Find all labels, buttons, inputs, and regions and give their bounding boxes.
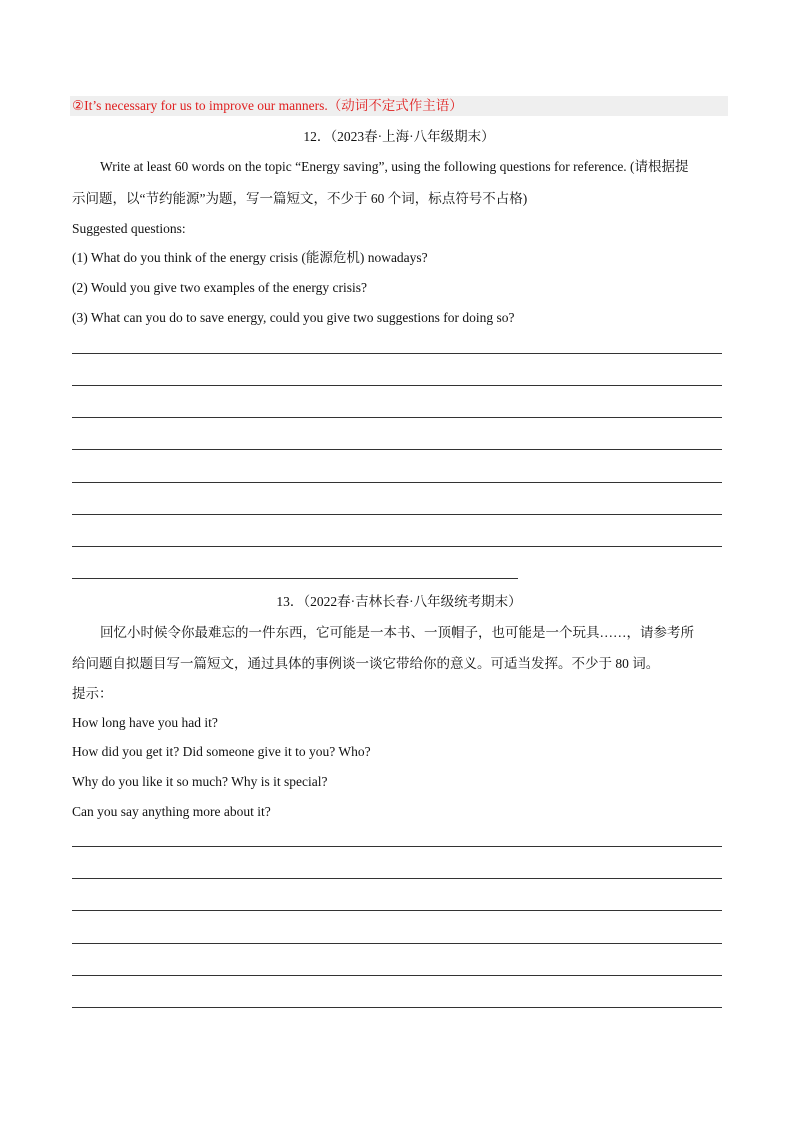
question-12-item: (3) What can you do to save energy, could you give two suggestions for doing so? <box>72 310 515 325</box>
answer-line <box>72 1007 722 1008</box>
grammar-note: ②It’s necessary for us to improve our manners.（动词不定式作主语） <box>72 98 463 113</box>
suggested-questions-label: Suggested questions: <box>72 221 186 236</box>
answer-line <box>72 546 722 547</box>
question-12-item: (2) Would you give two examples of the energy crisis? <box>72 280 367 295</box>
answer-line <box>72 417 722 418</box>
answer-line <box>72 482 722 483</box>
answer-line <box>72 385 722 386</box>
answer-line <box>72 910 722 911</box>
answer-line <box>72 943 722 944</box>
hint-item: How long have you had it? <box>72 715 218 730</box>
question-12-item: (1) What do you think of the energy crisis (能源危机) nowadays? <box>72 250 428 265</box>
hint-item: Why do you like it so much? Why is it special? <box>72 774 328 789</box>
question-13-prompt-line1: 回忆小时候令你最难忘的一件东西，它可能是一本书、一顶帽子，也可能是一个玩具……，请参考所 <box>100 625 694 640</box>
question-13-number: 13．（2022春·吉林长春·八年级统考期末） <box>276 594 522 609</box>
answer-line <box>72 878 722 879</box>
question-12-prompt-line2: 示问题，以“节约能源”为题，写一篇短文，不少于 60 个词，标点符号不占格) <box>72 191 528 206</box>
hint-item: How did you get it? Did someone give it to you? Who? <box>72 744 371 759</box>
question-12-number: 12．（2023春·上海·八年级期末） <box>303 129 495 144</box>
answer-line <box>72 514 722 515</box>
answer-line <box>72 846 722 847</box>
answer-line <box>72 353 722 354</box>
answer-line <box>72 975 722 976</box>
hint-label: 提示： <box>72 686 113 701</box>
question-13-prompt-line2: 给问题自拟题目写一篇短文，通过具体的事例谈一谈它带给你的意义。可适当发挥。不少于 80 词。 <box>72 656 660 671</box>
question-12-prompt-line1: Write at least 60 words on the topic “Energy saving”, using the following questions for reference. (请根据提 <box>100 159 689 174</box>
answer-line <box>72 578 518 579</box>
answer-line <box>72 449 722 450</box>
hint-item: Can you say anything more about it? <box>72 804 271 819</box>
